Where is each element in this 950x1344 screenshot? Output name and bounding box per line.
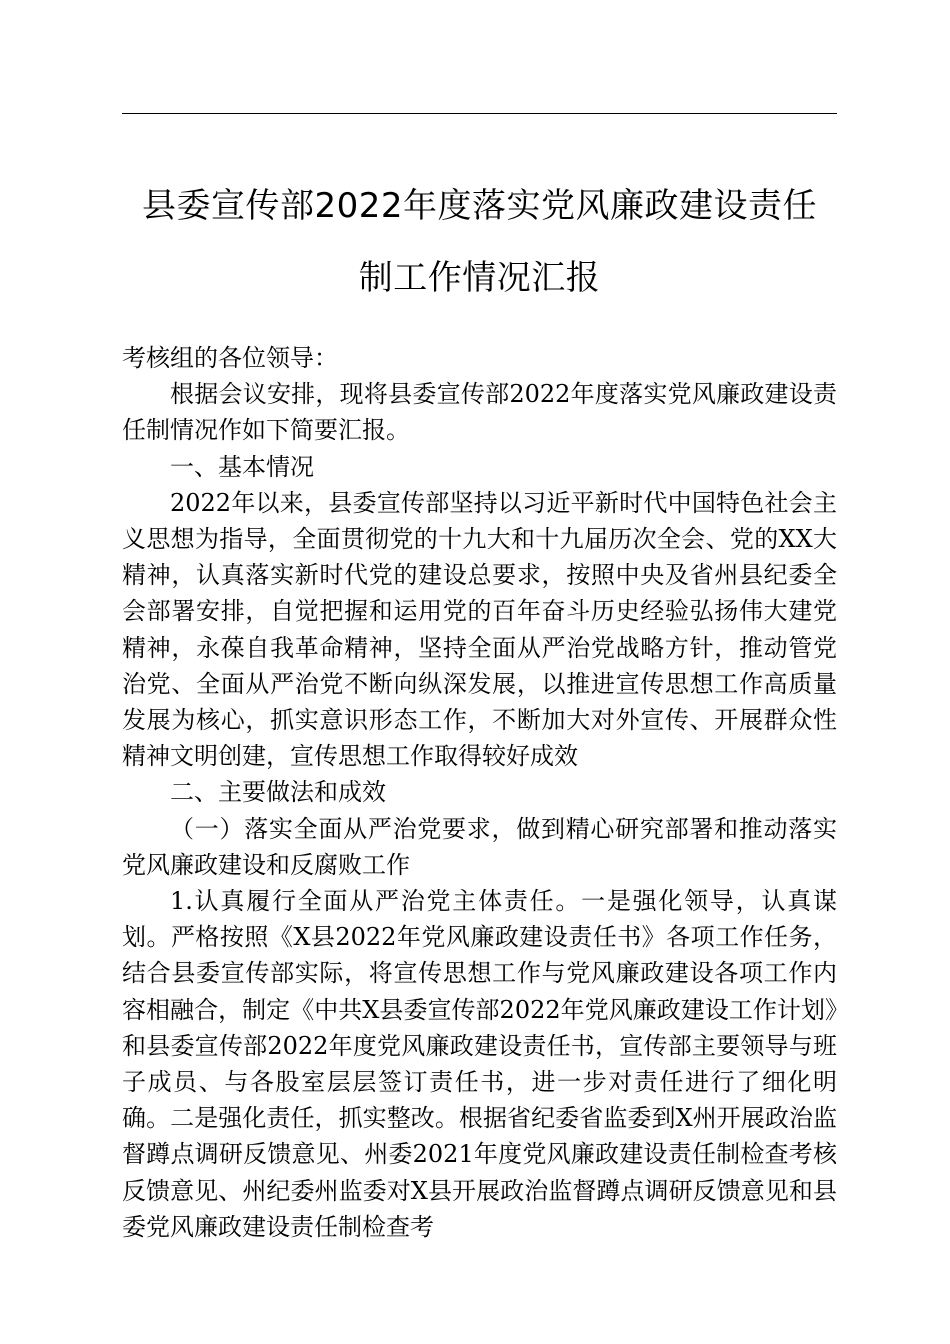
salutation: 考核组的各位领导： xyxy=(122,344,338,372)
header-rule xyxy=(122,113,837,114)
section-heading-practices: 二、主要做法和成效 xyxy=(170,778,386,807)
subsection-heading-1: （一）落实全面从严治党要求，做到精心研究部署和推动落实党风廉政建设和反腐败工作 xyxy=(122,814,837,879)
document-body xyxy=(122,340,837,1245)
intro-paragraph: 根据会议安排，现将县委宣传部2022年度落实党风廉政建设责任制情况作如下简要汇报。 xyxy=(122,380,837,445)
item-1-paragraph: 1.认真履行全面从严治党主体责任。一是强化领导，认真谋划。严格按照《X县2022年党风廉政建设责任书》各项工作任务，结合县委宣传部实际，将宣传思想工作与党风廉政建设各项工作内容相融合，制定《中共X县委宣传部2022年党风廉政建设工作计划》和县委宣传部2022年度党风廉政建设责任书，宣传部主要领导与班子成员、与各股室层层签订责任书，进一步对责任进行了细化明确。二是强化责任，抓实整改。根据省纪委省监委到X州开展政治监督蹲点调研反馈意见、州委2021年度党风廉政建设责任制检查考核反馈意见、州纪委州监委对X县开展政治监督蹲点调研反馈意见和县委党风廉政建设责任制检查考 xyxy=(122,887,837,1241)
section-heading-basic: 一、基本情况 xyxy=(170,452,314,481)
title-line-2: 制工作情况汇报 xyxy=(358,258,601,298)
basic-situation-paragraph: 2022年以来，县委宣传部坚持以习近平新时代中国特色社会主义思想为指导，全面贯彻党的十九大和十九届历次全会、党的XX大精神，认真落实新时代党的建设总要求，按照中央及省州县纪委全会部署安排，自觉把握和运用党的百年奋斗历史经验弘扬伟大建党精神，永葆自我革命精神，坚持全面从严治党战略方针，推动管党治党、全面从严治党不断向纵深发展，以推进宣传思想工作高质量发展为核心，抓实意识形态工作，不断加大对外宣传、开展群众性精神文明创建，宣传思想工作取得较好成效 xyxy=(122,488,837,771)
title-line-1: 县委宣传部2022年度落实党风廉政建设责任 xyxy=(141,186,818,226)
document-title xyxy=(122,170,837,314)
